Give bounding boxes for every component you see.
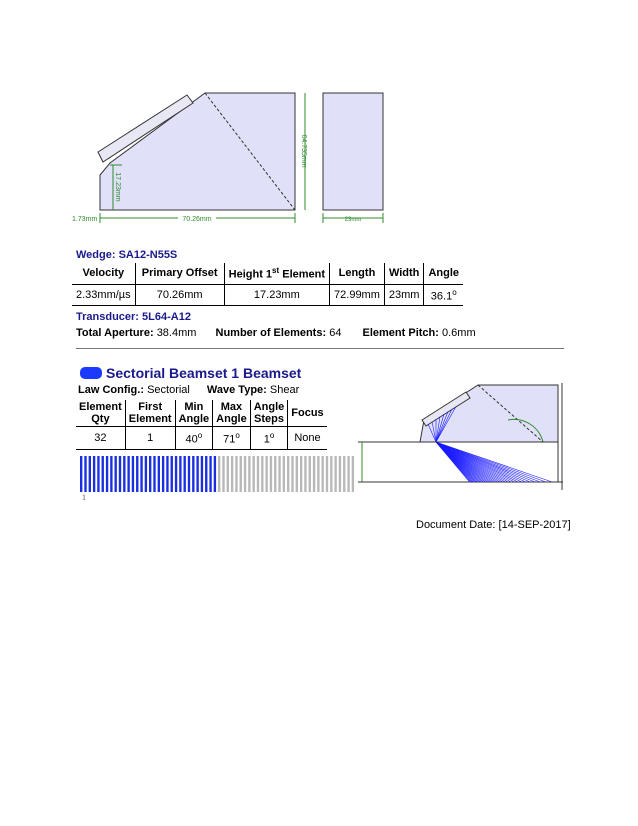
law-config-line xyxy=(78,384,299,396)
elements-value: 64 xyxy=(329,327,342,339)
element-bar xyxy=(287,456,289,492)
element-bar xyxy=(188,456,190,492)
element-bar xyxy=(296,456,298,492)
element-bar xyxy=(291,456,293,492)
element-bar xyxy=(313,456,315,492)
header-angle-steps: Angle Steps xyxy=(250,400,288,427)
header-element-qty: Element Qty xyxy=(76,400,125,427)
element-bar xyxy=(145,456,147,492)
law-value: Sectorial xyxy=(147,384,190,396)
header-first-element: First Element xyxy=(125,400,175,427)
element-bar xyxy=(347,456,349,492)
cell-width: 23mm xyxy=(384,284,424,306)
pitch-value: 0.6mm xyxy=(441,327,476,339)
cell-primary-offset: 70.26mm xyxy=(135,284,224,306)
element-bar xyxy=(209,456,211,492)
width-dimension-text: 23mm xyxy=(344,217,362,223)
cell-focus: None xyxy=(294,431,321,444)
element-bar xyxy=(274,456,276,492)
element-bar xyxy=(231,456,233,492)
element-bar xyxy=(283,456,285,492)
header-primary-offset: Primary Offset xyxy=(135,263,224,284)
element-bar xyxy=(179,456,181,492)
element-bar xyxy=(115,456,117,492)
element-bar xyxy=(158,456,160,492)
wedge-drawing xyxy=(70,85,400,230)
element-bar xyxy=(205,456,207,492)
wedge-spec-table xyxy=(72,263,463,306)
element-bar xyxy=(136,456,138,492)
left-cut-text: 1.73mm xyxy=(72,216,98,223)
element-bar xyxy=(214,456,216,492)
cell-height: 17.23mm xyxy=(224,284,329,306)
element-bar xyxy=(352,456,354,492)
header-focus: Focus xyxy=(291,407,324,419)
element-bar xyxy=(261,456,263,492)
wedge-title: Wedge: SA12-N55S xyxy=(76,249,178,261)
element-bar xyxy=(330,456,332,492)
cell-first-element: 1 xyxy=(125,427,175,450)
elements-label: Number of Elements: xyxy=(215,327,327,339)
element-bar xyxy=(89,456,91,492)
element-bar xyxy=(300,456,302,492)
element-bar xyxy=(106,456,108,492)
beamset-title: Sectorial Beamset 1 Beamset xyxy=(106,365,302,381)
offset-dimension-text: 70.26mm xyxy=(182,216,212,223)
element-bar xyxy=(149,456,151,492)
element-bar xyxy=(201,456,203,492)
header-height: Height 1st Element xyxy=(224,263,329,284)
element-bar xyxy=(97,456,99,492)
element-bar xyxy=(102,456,104,492)
header-angle: Angle xyxy=(428,267,460,280)
header-length: Length xyxy=(330,263,385,284)
element-bar xyxy=(270,456,272,492)
cell-length: 72.99mm xyxy=(330,284,385,306)
first-element-index: 1 xyxy=(82,493,86,502)
element-bar xyxy=(257,456,259,492)
element-bar xyxy=(162,456,164,492)
cell-angle-steps: 1$^o$ xyxy=(250,427,288,450)
element-bar xyxy=(153,456,155,492)
element-bar xyxy=(184,456,186,492)
element-bar xyxy=(235,456,237,492)
element-bar xyxy=(84,456,86,492)
cell-max-angle: 71$^o$ xyxy=(213,427,251,450)
law-table-header xyxy=(76,400,327,427)
element-bar xyxy=(93,456,95,492)
law-table xyxy=(76,400,327,450)
cell-angle: 36.1$^o$ xyxy=(430,287,457,303)
sectorial-beam-drawing xyxy=(358,380,568,495)
aperture-value: 38.4mm xyxy=(156,327,197,339)
element-bar xyxy=(110,456,112,492)
element-bar xyxy=(317,456,319,492)
element-bar xyxy=(80,456,82,492)
element-bar xyxy=(196,456,198,492)
element-bar xyxy=(119,456,121,492)
law-label: Law Config.: xyxy=(78,384,144,396)
height-dimension-text: 17.23mm xyxy=(114,172,121,202)
wave-value: Shear xyxy=(269,384,300,396)
cell-element-qty: 32 xyxy=(76,427,125,450)
element-bar xyxy=(265,456,267,492)
element-bar xyxy=(278,456,280,492)
cell-min-angle: 40$^o$ xyxy=(175,427,213,450)
element-activation-strip xyxy=(80,456,356,492)
wedge-body xyxy=(100,93,295,210)
beamset-color-swatch xyxy=(80,367,102,379)
wedge-table-header xyxy=(72,263,463,284)
element-bar xyxy=(244,456,246,492)
table-row xyxy=(72,284,463,306)
wedge-side-view xyxy=(323,93,383,210)
element-bar xyxy=(127,456,129,492)
element-bar xyxy=(192,456,194,492)
aperture-label: Total Aperture: xyxy=(76,327,154,339)
document-date: Document Date: [14-SEP-2017] xyxy=(416,519,571,531)
element-bar xyxy=(166,456,168,492)
section-divider xyxy=(76,348,564,349)
transducer-title: Transducer: 5L64-A12 xyxy=(76,311,191,323)
element-bar xyxy=(240,456,242,492)
beamset-heading xyxy=(80,365,301,381)
table-row xyxy=(76,427,327,450)
element-bar xyxy=(322,456,324,492)
element-bar xyxy=(140,456,142,492)
element-bar xyxy=(132,456,134,492)
element-bar xyxy=(218,456,220,492)
length-dimension-text: 64.735mm xyxy=(300,134,307,168)
header-max-angle: Max Angle xyxy=(213,400,251,427)
element-bar xyxy=(171,456,173,492)
header-min-angle: Min Angle xyxy=(175,400,213,427)
element-bar xyxy=(175,456,177,492)
element-bar xyxy=(326,456,328,492)
element-bar xyxy=(253,456,255,492)
element-bar xyxy=(227,456,229,492)
element-bar xyxy=(222,456,224,492)
wave-label: Wave Type: xyxy=(206,384,267,396)
element-bar xyxy=(334,456,336,492)
pitch-label: Element Pitch: xyxy=(362,327,439,339)
element-bar xyxy=(123,456,125,492)
element-bar xyxy=(343,456,345,492)
element-bar xyxy=(339,456,341,492)
element-bar xyxy=(304,456,306,492)
element-bar xyxy=(248,456,250,492)
header-velocity: Velocity xyxy=(72,263,135,284)
element-bar xyxy=(309,456,311,492)
transducer-specs xyxy=(76,327,476,339)
cell-velocity: 2.33mm/µs xyxy=(72,284,135,306)
header-width: Width xyxy=(384,263,424,284)
